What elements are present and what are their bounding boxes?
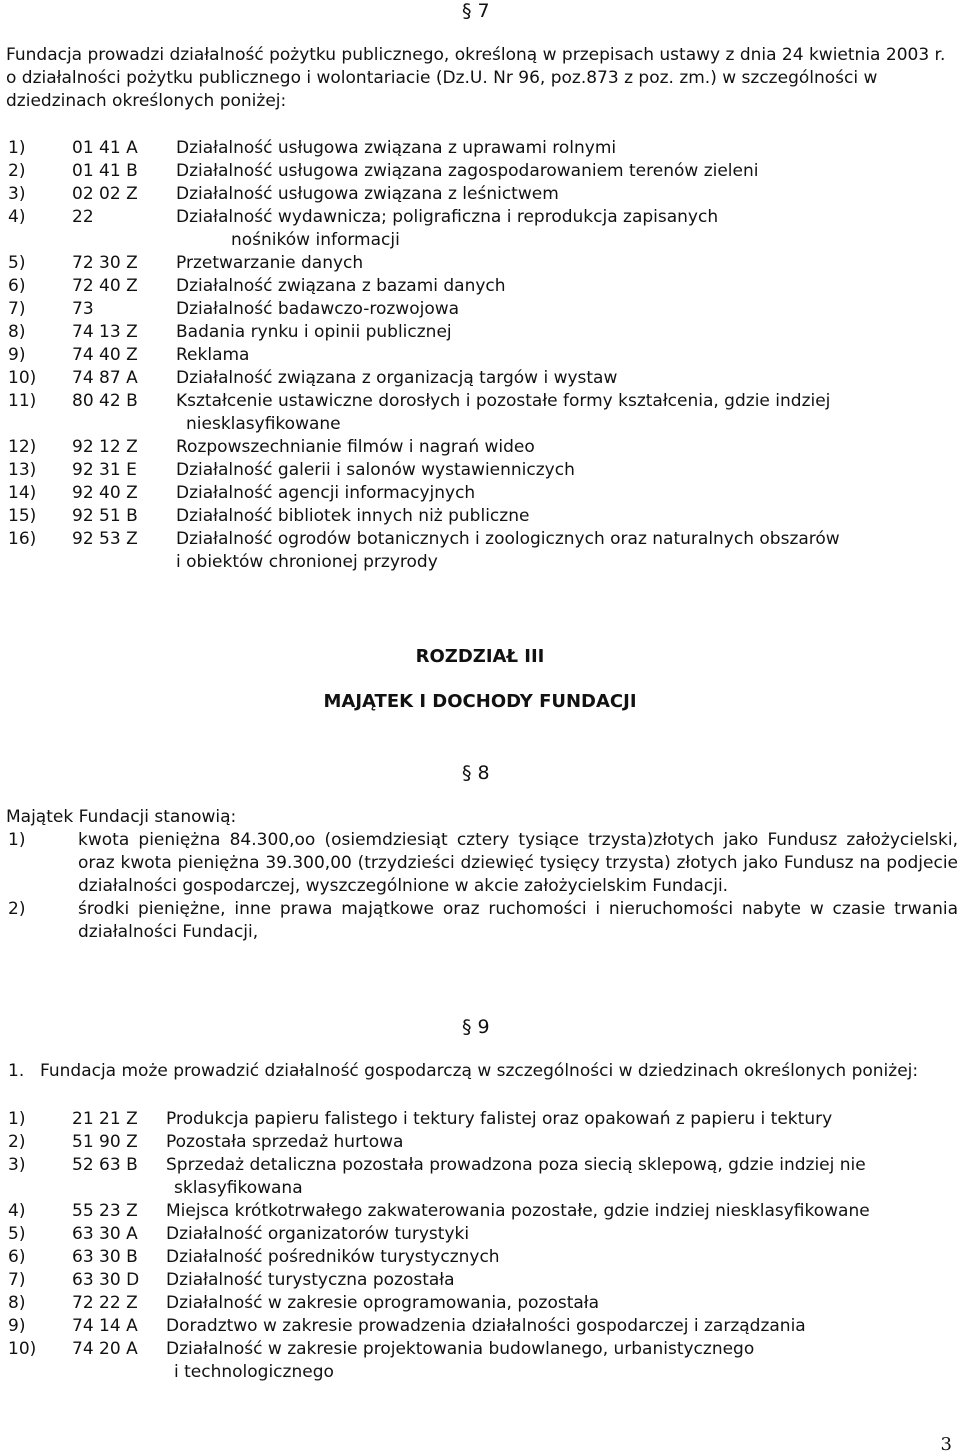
section-7-label: § 7 bbox=[462, 0, 490, 22]
list-item: 5) 63 30 A Działalność organizatorów turystyki bbox=[8, 1224, 470, 1244]
activity-list-business bbox=[6, 1108, 951, 1384]
list-item: 10) 74 20 A Działalność w zakresie projektowania budowlanego, urbanistycznego bbox=[8, 1339, 755, 1359]
list-item: 4) 55 23 Z Miejsca krótkotrwałego zakwaterowania pozostałe, gdzie indziej niesklasyfikowane bbox=[8, 1201, 870, 1221]
list-item: 13) 92 31 E Działalność galerii i salonów wystawienniczych bbox=[8, 460, 575, 480]
list-item: 7) 73 Działalność badawczo-rozwojowa bbox=[8, 299, 460, 319]
list-item: 8) 72 22 Z Działalność w zakresie oprogramowania, pozostała bbox=[8, 1293, 600, 1313]
list-item: 8) 74 13 Z Badania rynku i opinii publicznej bbox=[8, 322, 452, 342]
list-item-continuation: i obiektów chronionej przyrody bbox=[176, 552, 438, 572]
section-7-intro: Fundacja prowadzi działalność pożytku publicznego, określoną w przepisach ustawy z dnia 24 kwietnia 2003 r. o działalności pożytku publicznego i wolontariacie (Dz.U. Nr 96, poz.873 z poz. zm.) w szczególności w dziedzinach określonych poniżej: bbox=[6, 45, 946, 111]
list-item-continuation: niesklasyfikowane bbox=[186, 414, 341, 434]
list-item: 10) 74 87 A Działalność związana z organizacją targów i wystaw bbox=[8, 368, 618, 388]
activity-list-public-benefit bbox=[6, 137, 951, 574]
chapter-title: ROZDZIAŁ III bbox=[415, 646, 545, 667]
section-8-body bbox=[6, 806, 958, 944]
section-9-label: § 9 bbox=[462, 1016, 490, 1038]
list-item: 1) 01 41 A Działalność usługowa związana z uprawami rolnymi bbox=[8, 138, 617, 158]
list-item: 14) 92 40 Z Działalność agencji informacyjnych bbox=[8, 483, 476, 503]
list-item: 7) 63 30 D Działalność turystyczna pozostała bbox=[8, 1270, 455, 1290]
list-item: 15) 92 51 B Działalność bibliotek innych niż publiczne bbox=[8, 506, 530, 526]
point-1: 1. Fundacja może prowadzić działalność gospodarczą w szczególności w dziedzinach określonych poniżej: bbox=[8, 1061, 919, 1081]
list-item: 3) 52 63 B Sprzedaż detaliczna pozostała prowadzona poza siecią sklepową, gdzie indziej nie bbox=[8, 1155, 866, 1175]
list-item: 1) 21 21 Z Produkcja papieru falistego i tektury falistej oraz opakowań z papieru i tektury bbox=[8, 1109, 833, 1129]
list-item: 16) 92 53 Z Działalność ogrodów botanicznych i zoologicznych oraz naturalnych obszarów bbox=[8, 529, 840, 549]
list-item: 9) 74 40 Z Reklama bbox=[8, 345, 250, 365]
section-9-point-1 bbox=[6, 1060, 958, 1083]
list-item: 2) 51 90 Z Pozostała sprzedaż hurtowa bbox=[8, 1132, 404, 1152]
list-item: 5) 72 30 Z Przetwarzanie danych bbox=[8, 253, 364, 273]
page-number: 3 bbox=[940, 1434, 952, 1455]
chapter-subtitle: MAJĄTEK I DOCHODY FUNDACJI bbox=[323, 691, 637, 712]
list-item-continuation: i technologicznego bbox=[174, 1362, 334, 1382]
list-item: 4) 22 Działalność wydawnicza; poligraficzna i reprodukcja zapisanych bbox=[8, 207, 719, 227]
list-item: 1) kwota pieniężna 84.300,oo (osiemdziesiąt cztery tysiące trzysta)złotych jako Fundusz założycielski, oraz kwota pieniężna 39.300,00 (trzydzieści dziewięć tysięcy trzysta) złotych jako Fundusz na podjecie działalności gospodarczej, wyszczególnione w akcie założycielskim Fundacji. bbox=[8, 830, 958, 896]
list-item: 9) 74 14 A Doradztwo w zakresie prowadzenia działalności gospodarczej i zarządzania bbox=[8, 1316, 806, 1336]
list-item: 3) 02 02 Z Działalność usługowa związana z leśnictwem bbox=[8, 184, 559, 204]
section-8-label: § 8 bbox=[462, 762, 490, 784]
list-item: 2) 01 41 B Działalność usługowa związana zagospodarowaniem terenów zieleni bbox=[8, 161, 759, 181]
list-item: 11) 80 42 B Kształcenie ustawiczne dorosłych i pozostałe formy kształcenia, gdzie indziej bbox=[8, 391, 831, 411]
list-item-continuation: nośników informacji bbox=[231, 230, 400, 250]
list-item: 6) 72 40 Z Działalność związana z bazami danych bbox=[8, 276, 506, 296]
list-item: 6) 63 30 B Działalność pośredników turystycznych bbox=[8, 1247, 500, 1267]
list-item-continuation: sklasyfikowana bbox=[174, 1178, 303, 1198]
section-8-intro: Majątek Fundacji stanowią: bbox=[6, 807, 237, 827]
list-item: 2) środki pieniężne, inne prawa majątkowe oraz ruchomości i nieruchomości nabyte w czasie trwania działalności Fundacji, bbox=[8, 899, 958, 942]
list-item: 12) 92 12 Z Rozpowszechnianie filmów i nagrań wideo bbox=[8, 437, 535, 457]
